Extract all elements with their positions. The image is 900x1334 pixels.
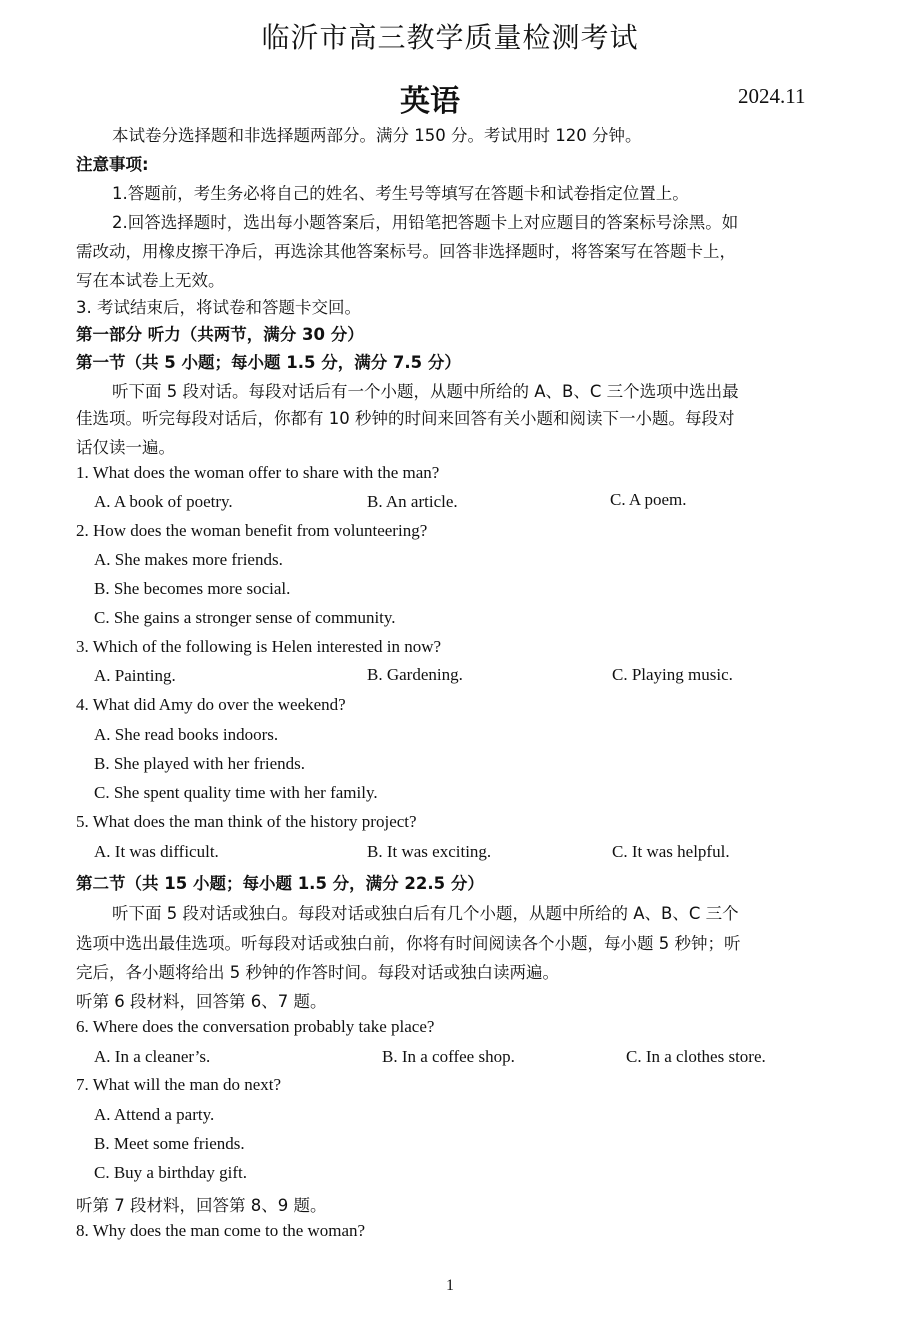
option-b: B. It was exciting. [367, 842, 492, 861]
option-a: A. It was difficult. [94, 842, 219, 861]
question-3: 3. Which of the following is Helen interested in now? [76, 637, 442, 656]
notice-heading: 注意事项: [76, 155, 149, 174]
section2-instructions: 完后，各小题将给出 5 秒钟的作答时间。每段对话或独白读两遍。 [76, 963, 559, 982]
question-1: 1. What does the woman offer to share with the man? [76, 463, 440, 482]
question-2: 2. How does the woman benefit from volunteering? [76, 521, 428, 540]
option-a: A. In a cleaner’s. [94, 1047, 211, 1066]
section1-heading: 第一节（共 5 小题；每小题 1.5 分，满分 7.5 分） [76, 353, 461, 372]
option-b: B. An article. [367, 492, 458, 511]
exam-date: 2024.11 [738, 84, 806, 108]
question-6: 6. Where does the conversation probably take place? [76, 1017, 435, 1036]
section1-instructions: 话仅读一遍。 [76, 438, 175, 457]
material-7-instruction: 听第 7 段材料，回答第 8、9 题。 [76, 1196, 327, 1215]
option-c: C. It was helpful. [612, 842, 730, 861]
notice-item: 写在本试卷上无效。 [76, 271, 225, 290]
question-8: 8. Why does the man come to the woman? [76, 1221, 366, 1240]
option-b: B. In a coffee shop. [382, 1047, 515, 1066]
option-c: C. Buy a birthday gift. [94, 1163, 247, 1182]
notice-item: 3. 考试结束后，将试卷和答题卡交回。 [76, 298, 361, 317]
exam-title: 临沂市高三教学质量检测考试 [261, 21, 639, 54]
option-c: C. She gains a stronger sense of community. [94, 608, 396, 627]
option-a: A. She read books indoors. [94, 725, 279, 744]
question-7: 7. What will the man do next? [76, 1075, 282, 1094]
option-a: A. Attend a party. [94, 1105, 215, 1124]
option-b: B. Meet some friends. [94, 1134, 245, 1153]
subject-title: 英语 [400, 84, 460, 119]
option-c: C. She spent quality time with her family. [94, 783, 378, 802]
option-c: C. A poem. [610, 490, 687, 509]
option-a: A. Painting. [94, 666, 176, 685]
part1-heading: 第一部分 听力（共两节，满分 30 分） [76, 325, 364, 344]
section1-instructions: 听下面 5 段对话。每段对话后有一个小题，从题中所给的 A、B、C 三个选项中选出最 [112, 382, 739, 401]
option-b: B. She becomes more social. [94, 579, 291, 598]
intro-text: 本试卷分选择题和非选择题两部分。满分 150 分。考试用时 120 分钟。 [112, 126, 642, 145]
option-c: C. In a clothes store. [626, 1047, 766, 1066]
option-b: B. She played with her friends. [94, 754, 306, 773]
question-4: 4. What did Amy do over the weekend? [76, 695, 346, 714]
question-5: 5. What does the man think of the history project? [76, 812, 417, 831]
page-number: 1 [446, 1277, 454, 1294]
notice-item: 1.答题前，考生务必将自己的姓名、考生号等填写在答题卡和试卷指定位置上。 [112, 184, 689, 203]
option-a: A. She makes more friends. [94, 550, 283, 569]
material-6-instruction: 听第 6 段材料，回答第 6、7 题。 [76, 992, 327, 1011]
section2-heading: 第二节（共 15 小题；每小题 1.5 分，满分 22.5 分） [76, 874, 484, 893]
section1-instructions: 佳选项。听完每段对话后，你都有 10 秒钟的时间来回答有关小题和阅读下一小题。每段对 [76, 409, 735, 428]
option-b: B. Gardening. [367, 665, 463, 684]
section2-instructions: 选项中选出最佳选项。听每段对话或独白前，你将有时间阅读各个小题，每小题 5 秒钟；听 [76, 934, 741, 953]
option-a: A. A book of poetry. [94, 492, 233, 511]
option-c: C. Playing music. [612, 665, 733, 684]
section2-instructions: 听下面 5 段对话或独白。每段对话或独白后有几个小题，从题中所给的 A、B、C 三个 [112, 904, 739, 923]
notice-item: 2.回答选择题时，选出每小题答案后，用铅笔把答题卡上对应题目的答案标号涂黑。如 [112, 213, 739, 232]
notice-item: 需改动，用橡皮擦干净后，再选涂其他答案标号。回答非选择题时，将答案写在答题卡上， [76, 242, 736, 261]
